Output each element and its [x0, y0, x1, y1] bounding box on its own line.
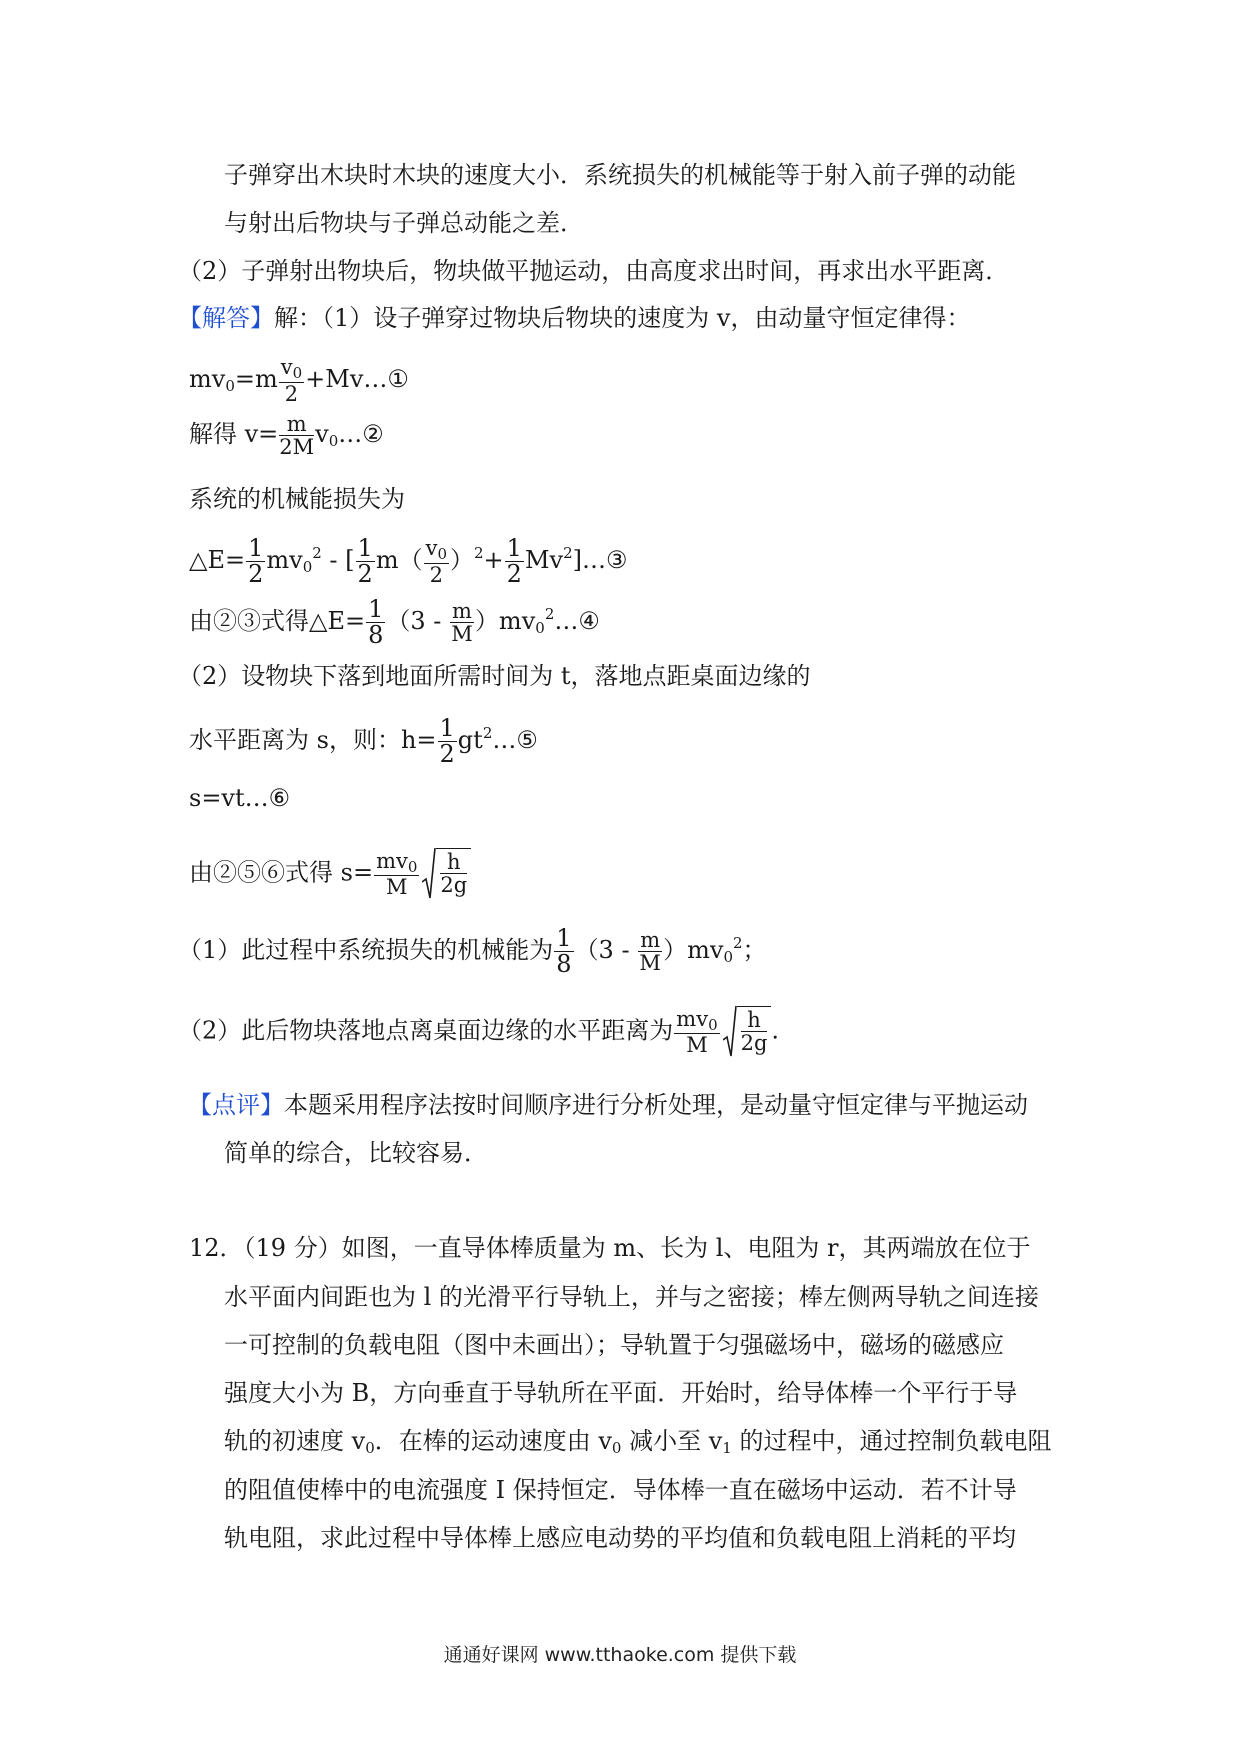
problem-12-line-5: 轨的初速度 $v_0$．在棒的运动速度由 $v_0$ 减小至 $v_1$ 的过程中，通过控制负载电阻 — [224, 1427, 1052, 1457]
square-root — [723, 1006, 772, 1058]
solution-part-2: （2）设物块下落到地面所需时间为 t，落地点距桌面边缘的 — [178, 662, 811, 690]
fraction: $\frac{m}{M}$ — [451, 599, 473, 647]
solution-intro: 解：（1）设子弹穿过物块后物块的速度为 v，由动量守恒定律得： — [274, 304, 971, 332]
equation-4: 由②③式得△E= $\frac{1}{8}$ （3 - $\frac{m}{M}$ ）$mv_0^2\dots ④$ — [189, 595, 600, 650]
fraction: $\frac{v_0}{2}$ — [425, 536, 447, 588]
fraction: $\frac{1}{8}$ — [368, 595, 384, 650]
answer-2: （2）此后物块落地点离桌面边缘的水平距离为 $\frac{mv_0}{M}$ $\frac{h}{2g}$ . — [178, 1006, 780, 1058]
fraction: $\frac{v_0}{2}$ — [280, 355, 303, 406]
equation-2: 解得 v= $\frac{m}{2M}$ $v_0\dots ②$ — [189, 412, 384, 460]
fraction: $\frac{m}{M}$ — [639, 928, 661, 976]
analysis-line-2: 与射出后物块与子弹总动能之差． — [224, 209, 584, 237]
fraction: $\frac{h}{2g}$ — [740, 1008, 768, 1056]
problem-12-line-3: 一可控制的负载电阻（图中未画出）；导轨置于匀强磁场中，磁场的磁感应 — [224, 1331, 1004, 1359]
square-root — [422, 848, 471, 900]
problem-12-line-6: 的阻值使棒中的电流强度 I 保持恒定．导体棒一直在磁场中运动．若不计导 — [224, 1476, 1017, 1504]
fraction: $\frac{m}{2M}$ — [279, 412, 315, 460]
fraction: $\frac{1}{2}$ — [439, 714, 455, 769]
answer-1: （1）此过程中系统损失的机械能为 $\frac{1}{8}$ （3 - $\frac{m}{M}$ ）$mv_0^2$； — [178, 924, 767, 979]
energy-loss-label: 系统的机械能损失为 — [189, 485, 405, 513]
fraction: $\frac{1}{2}$ — [506, 534, 522, 589]
fraction: $\frac{mv_0}{M}$ — [376, 848, 418, 900]
problem-12-line-7: 轨电阻，求此过程中导体棒上感应电动势的平均值和负载电阻上消耗的平均 — [224, 1524, 1016, 1552]
footer-source: 通通好课网 www.tthaoke.com 提供下载 — [443, 1644, 797, 1666]
fraction: $\frac{h}{2g}$ — [440, 850, 468, 898]
problem-12-line-2: 水平面内间距也为 l 的光滑平行导轨上，并与之密接；棒左侧两导轨之间连接 — [224, 1283, 1039, 1311]
analysis-part-2: （2）子弹射出物块后，物块做平抛运动，由高度求出时间，再求出水平距离． — [178, 257, 1010, 285]
equation-5: 水平距离为 s，则：h= $\frac{1}{2}$ $gt^2\dots ⑤$ — [189, 714, 538, 769]
analysis-line-1: 子弹穿出木块时木块的速度大小．系统损失的机械能等于射入前子弹的动能 — [224, 161, 1016, 189]
fraction: $\frac{1}{2}$ — [357, 534, 373, 589]
comment-line-2: 简单的综合，比较容易． — [224, 1139, 488, 1167]
comment-tag: 【点评】 — [188, 1091, 284, 1119]
equation-1: $mv_0=m$ $\frac{v_0}{2}$ +Mv…① — [189, 355, 409, 406]
solution-tag: 【解答】 — [178, 304, 274, 332]
fraction: $\frac{1}{8}$ — [556, 924, 572, 979]
equation-6: s=vt…⑥ — [189, 784, 291, 812]
problem-12-line-4: 强度大小为 B，方向垂直于导轨所在平面．开始时，给导体棒一个平行于导 — [224, 1379, 1018, 1407]
comment-line-1: 【点评】本题采用程序法按时间顺序进行分析处理，是动量守恒定律与平抛运动 — [188, 1091, 1028, 1119]
fraction: $\frac{mv_0}{M}$ — [676, 1006, 718, 1058]
solution-intro-line — [178, 306, 970, 330]
equation-7: 由②⑤⑥式得 s= $\frac{mv_0}{M}$ $\frac{h}{2g}$ — [189, 848, 471, 900]
fraction: $\frac{1}{2}$ — [248, 534, 264, 589]
problem-12-line-1: 12．（19 分）如图，一直导体棒质量为 m、长为 l、电阻为 r，其两端放在位于 — [189, 1234, 1031, 1262]
equation-3: △E= $\frac{1}{2}$ $mv_0^2$ - [ $\frac{1}{2}$ m（ $\frac{v_0}{2}$ ）$^2$+ $\frac{1}{2}$ Mv$^2$]…③ — [189, 534, 628, 589]
